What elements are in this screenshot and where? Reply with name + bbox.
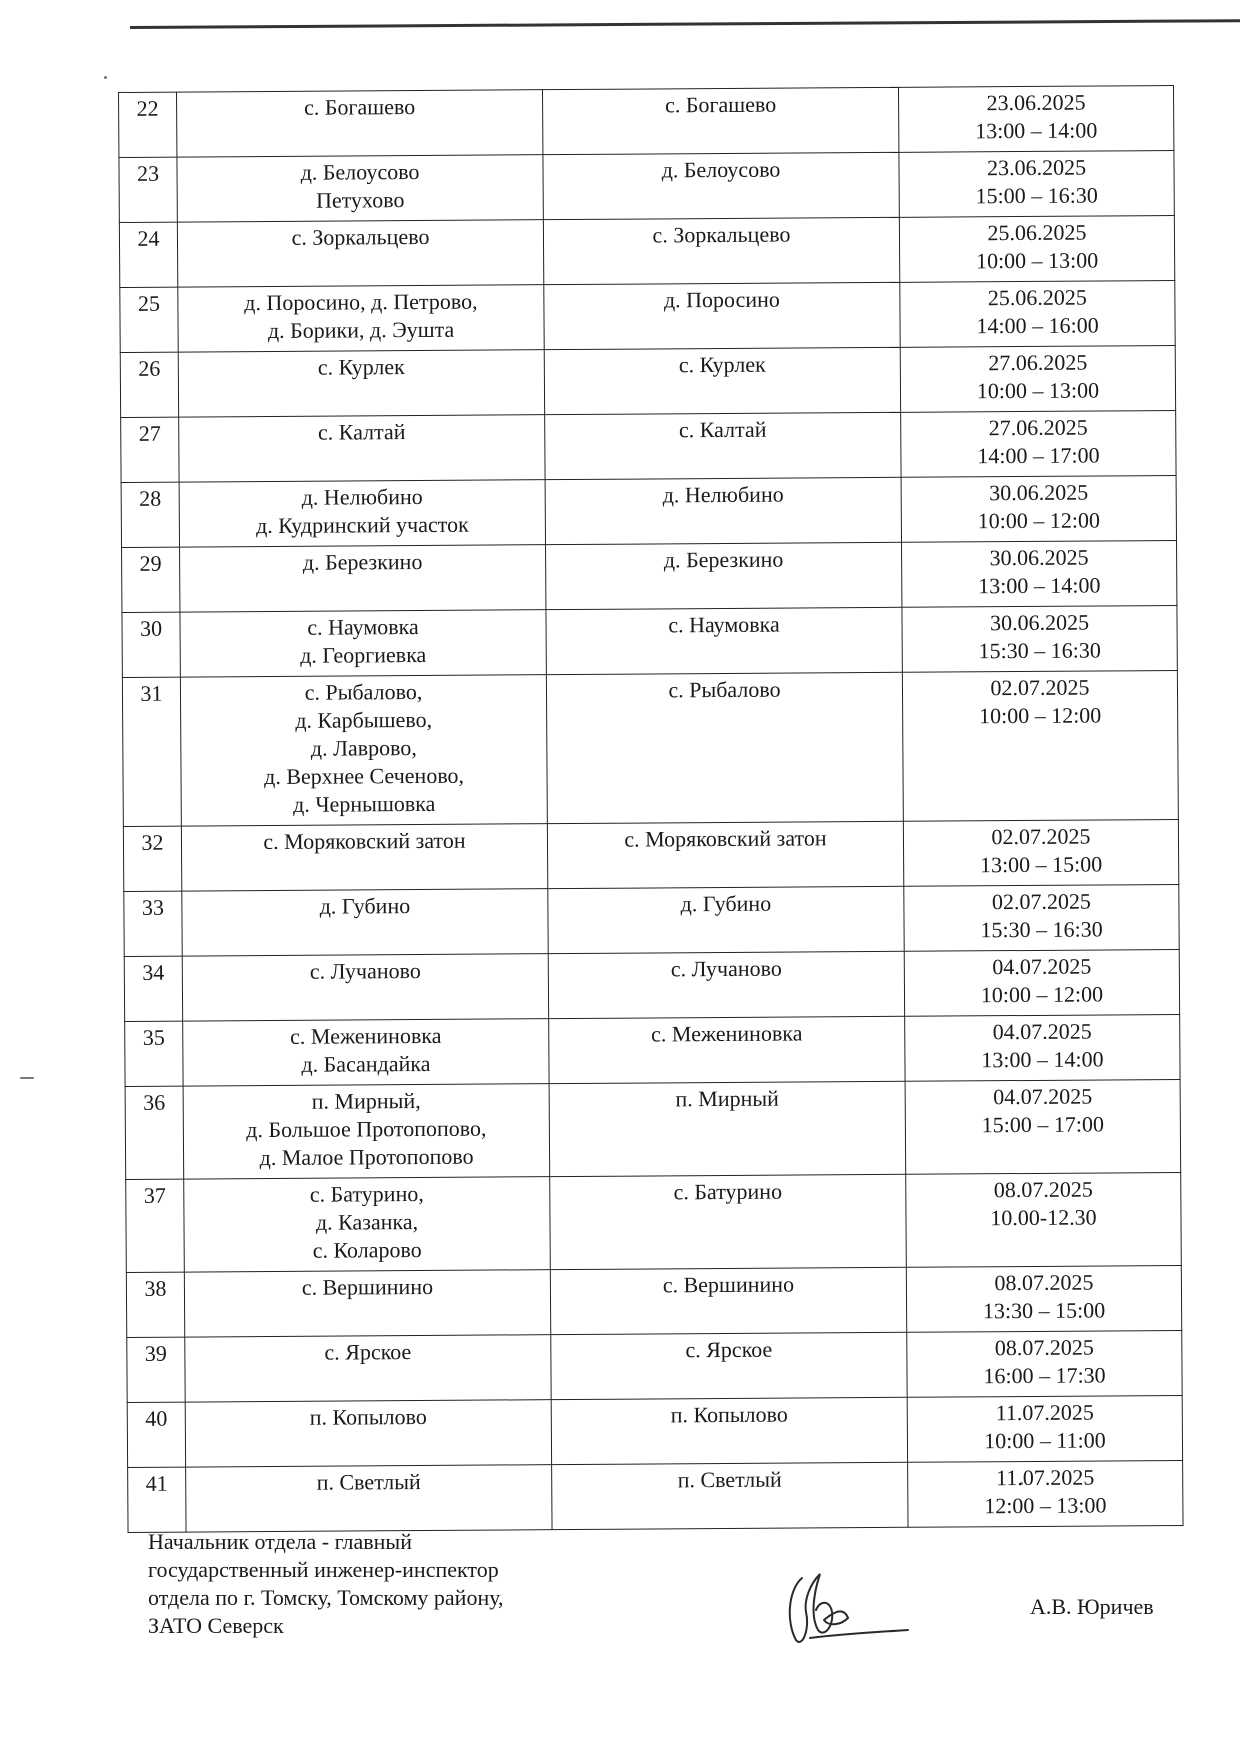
settlements-cell (178, 285, 544, 352)
date-time-cell (907, 1395, 1182, 1462)
meeting-place-cell: д. Поросино (544, 282, 900, 349)
settlements-cell (185, 1335, 551, 1402)
settlement-name: д. Губино (319, 893, 411, 919)
schedule-table-body (119, 85, 1184, 1532)
table-row (126, 1265, 1181, 1337)
row-number: 30 (122, 612, 180, 677)
settlement-name: д. Басандайка (301, 1050, 431, 1077)
time-range: 10:00 – 12:00 (978, 702, 1102, 729)
table-row (123, 819, 1178, 891)
meeting-place-cell: п. Копылово (551, 1397, 907, 1464)
time-range: 13:30 – 15:00 (982, 1297, 1106, 1324)
page-top-edge (130, 19, 1240, 29)
row-number: 23 (119, 157, 177, 222)
row-number: 35 (125, 1021, 183, 1086)
position-title-line: отдела по г. Томску, Томскому району, (148, 1585, 504, 1610)
settlement-name: с. Вершинино (301, 1273, 434, 1300)
table-row (120, 280, 1175, 352)
settlement-name: д. Белоусово (300, 159, 420, 185)
date-time-cell (902, 670, 1178, 821)
date-time-cell (902, 605, 1177, 672)
table-row (128, 1460, 1183, 1532)
meeting-place-cell: д. Белоусово (543, 152, 899, 219)
row-number: 40 (127, 1402, 185, 1467)
settlement-name: с. Калтай (317, 419, 406, 445)
date-time-cell (904, 884, 1179, 951)
date-time-cell (901, 475, 1176, 542)
date: 04.07.2025 (992, 953, 1092, 980)
date: 27.06.2025 (988, 349, 1088, 376)
settlement-name: Петухово (315, 187, 405, 213)
meeting-place-cell: с. Лучаново (548, 951, 904, 1018)
time-range: 10.00-12.30 (990, 1204, 1097, 1231)
date: 04.07.2025 (992, 1018, 1092, 1045)
row-number: 34 (124, 956, 182, 1021)
date-time-cell (899, 150, 1174, 217)
date: 04.07.2025 (993, 1083, 1093, 1110)
settlement-name: с. Наумовка (307, 614, 419, 640)
date-time-cell (898, 85, 1173, 152)
date: 30.06.2025 (989, 544, 1089, 571)
settlements-cell (180, 545, 546, 612)
table-row (125, 1014, 1180, 1086)
settlement-name: д. Верхнее Сеченово, (263, 762, 465, 790)
date: 08.07.2025 (994, 1334, 1094, 1361)
settlements-cell (185, 1400, 551, 1467)
meeting-place-cell: с. Батурино (550, 1174, 907, 1269)
settlement-name: п. Светлый (316, 1469, 421, 1495)
time-range: 13:00 – 15:00 (979, 851, 1103, 878)
row-number: 36 (125, 1086, 184, 1179)
settlement-name: с. Коларово (312, 1237, 422, 1263)
meeting-place-cell: с. Наумовка (546, 607, 902, 674)
time-range: 10:00 – 13:00 (976, 377, 1100, 404)
meeting-place-cell: с. Зоркальцево (543, 217, 899, 284)
date: 27.06.2025 (988, 414, 1088, 441)
date: 08.07.2025 (994, 1269, 1094, 1296)
meeting-place-cell: п. Мирный (549, 1081, 906, 1176)
settlement-name: д. Большое Протопопово, (246, 1115, 487, 1143)
settlements-cell (177, 90, 543, 157)
row-number: 41 (128, 1467, 186, 1532)
row-number: 32 (123, 826, 181, 891)
meeting-place-cell: с. Ярское (551, 1332, 907, 1399)
settlement-name: д. Казанка, (315, 1209, 419, 1235)
settlement-name: п. Мирный, (311, 1088, 421, 1114)
settlement-name: с. Батурино, (309, 1180, 424, 1207)
time-range: 10:00 – 12:00 (977, 507, 1101, 534)
table-row (121, 475, 1176, 547)
date-time-cell (904, 949, 1179, 1016)
time-range: 14:00 – 16:00 (976, 312, 1099, 339)
row-number: 25 (120, 287, 178, 352)
date: 23.06.2025 (986, 89, 1086, 116)
settlement-name: с. Межениновка (290, 1022, 442, 1049)
date: 23.06.2025 (986, 154, 1087, 181)
settlements-cell (177, 155, 543, 222)
date-time-cell (905, 1014, 1180, 1081)
settlement-name: с. Богашево (303, 94, 416, 120)
table-row (119, 150, 1174, 222)
signature-block (148, 1528, 504, 1640)
settlement-name: д. Борики, д. Эушта (267, 316, 455, 344)
settlement-name: с. Зоркальцево (291, 223, 430, 250)
settlements-cell (181, 824, 547, 891)
table-row (120, 345, 1175, 417)
time-range: 14:00 – 17:00 (977, 442, 1100, 469)
settlement-name: с. Моряковский затон (263, 827, 466, 855)
date: 30.06.2025 (989, 609, 1090, 636)
settlement-name: д. Малое Протопопово (259, 1143, 474, 1171)
time-range: 10:00 – 13:00 (975, 247, 1099, 274)
meeting-place-cell: п. Светлый (552, 1462, 908, 1529)
table-row (119, 85, 1174, 157)
meeting-place-cell: с. Богашево (542, 87, 898, 154)
row-number: 28 (121, 482, 179, 547)
settlements-cell (184, 1270, 550, 1337)
row-number: 26 (120, 352, 178, 417)
table-row (122, 540, 1177, 612)
meeting-place-cell: с. Моряковский затон (547, 821, 903, 888)
date-time-cell (899, 215, 1174, 282)
signer-name: А.В. Юричев (1030, 1594, 1154, 1619)
settlement-name: с. Ярское (324, 1339, 412, 1365)
row-number: 24 (119, 222, 177, 287)
meeting-place-cell: д. Березкино (546, 542, 902, 609)
date-time-cell (900, 345, 1175, 412)
meeting-place-cell: с. Рыбалово (546, 672, 903, 823)
meeting-place-cell: с. Курлек (544, 347, 900, 414)
row-number: 22 (119, 92, 177, 157)
settlements-cell (183, 1019, 549, 1086)
date-time-cell (901, 410, 1176, 477)
meeting-place-cell: д. Губино (548, 886, 904, 953)
date: 02.07.2025 (990, 674, 1090, 701)
date: 08.07.2025 (993, 1176, 1093, 1203)
settlement-name: с. Рыбалово, (304, 678, 423, 705)
settlements-cell (183, 1084, 550, 1179)
row-number: 37 (126, 1179, 185, 1272)
table-row (122, 670, 1178, 826)
date-time-cell (908, 1460, 1183, 1527)
settlements-cell (180, 610, 546, 677)
settlements-cell (180, 675, 547, 826)
table-row (124, 884, 1179, 956)
row-number: 27 (121, 417, 179, 482)
time-range: 16:00 – 17:30 (983, 1362, 1106, 1389)
time-range: 13:00 – 14:00 (978, 572, 1101, 599)
scan-speck (104, 76, 107, 79)
settlements-cell (179, 415, 545, 482)
meeting-place-cell: с. Вершинино (550, 1267, 906, 1334)
table-row (124, 949, 1179, 1021)
row-number: 38 (126, 1272, 184, 1337)
settlements-cell (182, 954, 548, 1021)
schedule-table (118, 85, 1184, 1533)
meeting-place-cell: с. Калтай (545, 412, 901, 479)
date: 25.06.2025 (987, 284, 1087, 311)
settlements-cell (179, 480, 545, 547)
date-time-cell (900, 280, 1175, 347)
time-range: 15:30 – 16:30 (978, 637, 1101, 664)
time-range: 15:30 – 16:30 (980, 916, 1103, 943)
row-number: 39 (127, 1337, 185, 1402)
date-time-cell (902, 540, 1177, 607)
table-row (122, 605, 1177, 677)
table-row (126, 1172, 1182, 1272)
date-time-cell (906, 1172, 1182, 1267)
time-range: 15:00 – 16:30 (975, 182, 1098, 209)
row-number: 29 (122, 547, 180, 612)
meeting-place-cell: с. Межениновка (549, 1016, 905, 1083)
table-row (119, 215, 1174, 287)
date-time-cell (906, 1265, 1181, 1332)
settlements-cell (178, 350, 544, 417)
meeting-place-cell: д. Нелюбино (545, 477, 901, 544)
date: 25.06.2025 (987, 219, 1087, 246)
table-row (121, 410, 1176, 482)
row-number: 33 (124, 891, 182, 956)
table-row (127, 1395, 1182, 1467)
time-range: 13:00 – 14:00 (981, 1046, 1104, 1073)
settlement-name: д. Карбышево, (295, 706, 433, 733)
date: 02.07.2025 (991, 823, 1091, 850)
date: 11.07.2025 (996, 1464, 1095, 1491)
settlements-cell (184, 1177, 551, 1272)
settlement-name: п. Копылово (309, 1403, 427, 1430)
settlement-name: с. Курлек (317, 354, 405, 380)
date: 11.07.2025 (995, 1399, 1094, 1426)
time-range: 13:00 – 14:00 (975, 117, 1098, 144)
time-range: 10:00 – 12:00 (980, 981, 1104, 1008)
handwritten-signature (780, 1560, 910, 1650)
row-number: 31 (122, 677, 181, 826)
settlement-name: с. Лучаново (309, 958, 421, 984)
settlement-name: д. Георгиевка (300, 641, 427, 668)
position-title-line: ЗАТО Северск (148, 1613, 284, 1638)
settlements-cell (182, 889, 548, 956)
settlements-cell (186, 1465, 552, 1532)
time-range: 15:00 – 17:00 (981, 1111, 1105, 1138)
scan-speck (20, 1077, 34, 1079)
settlement-name: д. Березкино (302, 548, 423, 575)
position-title-line: государственный инженер-инспектор (148, 1557, 499, 1582)
time-range: 12:00 – 13:00 (984, 1492, 1107, 1519)
table-row (127, 1330, 1182, 1402)
date: 02.07.2025 (991, 888, 1091, 915)
settlement-name: д. Лаврово, (310, 735, 417, 761)
table-row (125, 1079, 1181, 1179)
date-time-cell (903, 819, 1178, 886)
settlement-name: д. Поросино, д. Петрово, (244, 288, 478, 316)
position-title-line: Начальник отдела - главный (148, 1529, 412, 1554)
date: 30.06.2025 (989, 479, 1089, 506)
date-time-cell (905, 1079, 1181, 1174)
settlement-name: д. Чернышовка (293, 790, 436, 817)
settlements-cell (177, 220, 543, 287)
settlement-name: д. Нелюбино (301, 483, 423, 510)
date-time-cell (907, 1330, 1182, 1397)
schedule-table-wrapper (118, 85, 1183, 1533)
settlement-name: д. Кудринский участок (255, 511, 469, 539)
time-range: 10:00 – 11:00 (984, 1427, 1106, 1454)
